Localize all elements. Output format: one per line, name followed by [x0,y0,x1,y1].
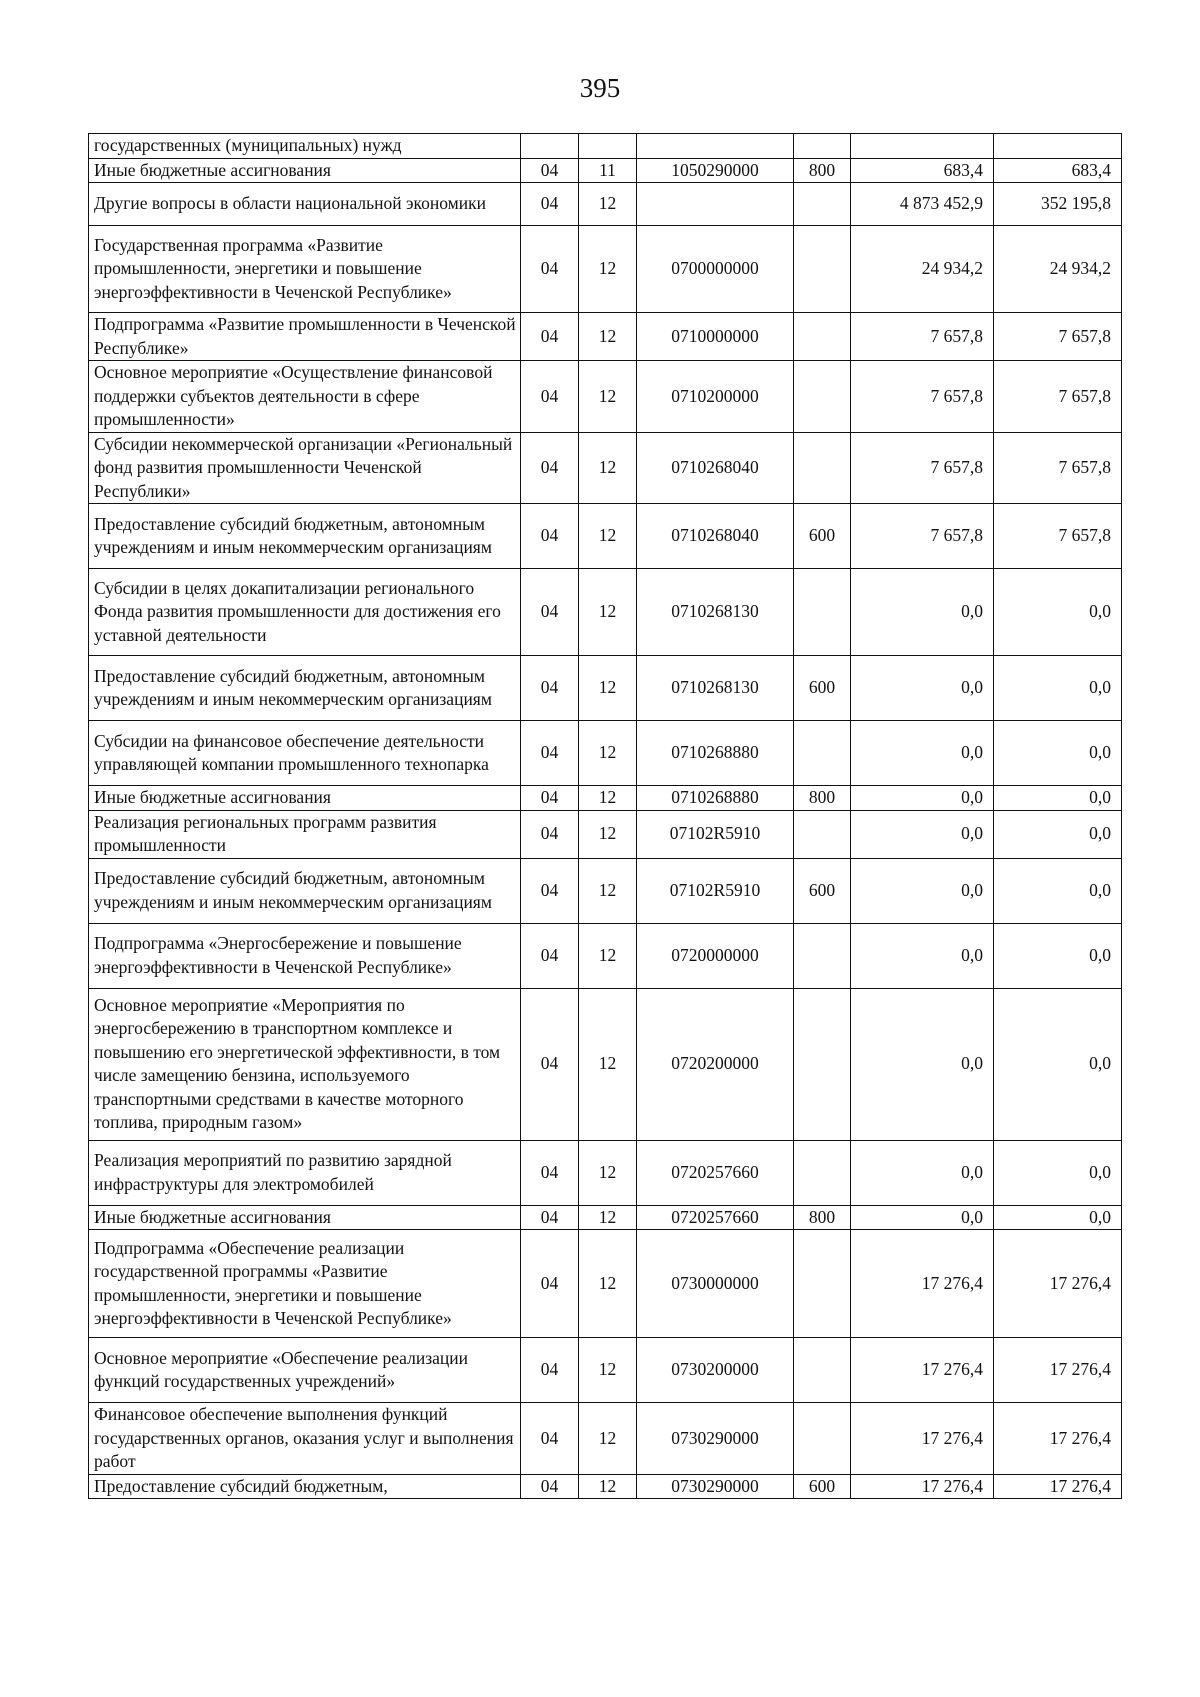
cell-expense-type [794,810,851,858]
cell-amount-2: 0,0 [994,988,1122,1140]
cell-amount-1: 4 873 452,9 [851,183,994,226]
cell-target-article: 07102R5910 [637,858,794,923]
cell-target-article: 0700000000 [637,226,794,313]
cell-amount-2: 0,0 [994,786,1122,811]
cell-amount-1: 0,0 [851,858,994,923]
cell-target-article: 0710268040 [637,432,794,504]
cell-target-article: 0720200000 [637,988,794,1140]
cell-subsection: 12 [579,721,637,786]
table-row [89,1140,1122,1205]
cell-target-article: 0710268880 [637,786,794,811]
cell-target-article: 0710200000 [637,361,794,433]
cell-amount-2: 352 195,8 [994,183,1122,226]
cell-expense-type: 600 [794,858,851,923]
cell-section: 04 [521,1205,579,1230]
cell-amount-2: 0,0 [994,656,1122,721]
cell-amount-2: 683,4 [994,158,1122,183]
cell-amount-1: 7 657,8 [851,361,994,433]
table-row [89,1205,1122,1230]
cell-amount-1: 0,0 [851,721,994,786]
cell-section: 04 [521,432,579,504]
table-row [89,1338,1122,1403]
cell-amount-2: 0,0 [994,923,1122,988]
cell-amount-2: 17 276,4 [994,1338,1122,1403]
cell-name: Предоставление субсидий бюджетным, автономным учреждениям и иным некоммерческим организациям [89,656,521,721]
cell-amount-1: 0,0 [851,569,994,656]
cell-expense-type: 800 [794,786,851,811]
table-row [89,786,1122,811]
table-row [89,504,1122,569]
cell-section: 04 [521,1230,579,1338]
cell-expense-type [794,361,851,433]
cell-name: Основное мероприятие «Осуществление финансовой поддержки субъектов деятельности в сфере промышленности» [89,361,521,433]
cell-section [521,134,579,159]
cell-subsection: 12 [579,183,637,226]
cell-name: Другие вопросы в области национальной экономики [89,183,521,226]
cell-amount-1: 17 276,4 [851,1230,994,1338]
cell-amount-2: 0,0 [994,858,1122,923]
cell-subsection: 12 [579,923,637,988]
cell-name: Иные бюджетные ассигнования [89,158,521,183]
cell-expense-type [794,923,851,988]
cell-target-article: 0720000000 [637,923,794,988]
cell-target-article: 0710268130 [637,569,794,656]
cell-expense-type: 600 [794,1474,851,1499]
cell-amount-2: 0,0 [994,569,1122,656]
cell-amount-2 [994,134,1122,159]
table-row [89,432,1122,504]
cell-section: 04 [521,786,579,811]
cell-target-article: 0730290000 [637,1403,794,1475]
cell-target-article: 1050290000 [637,158,794,183]
cell-amount-2: 0,0 [994,1140,1122,1205]
table-row [89,1403,1122,1475]
cell-subsection [579,134,637,159]
cell-name: Субсидии в целях докапитализации регионального Фонда развития промышленности для достижения его уставной деятельности [89,569,521,656]
cell-name: Субсидии некоммерческой организации «Региональный фонд развития промышленности Чеченской Республики» [89,432,521,504]
cell-name: Предоставление субсидий бюджетным, [89,1474,521,1499]
cell-subsection: 12 [579,569,637,656]
cell-name: Предоставление субсидий бюджетным, автономным учреждениям и иным некоммерческим организациям [89,504,521,569]
table-row [89,858,1122,923]
cell-expense-type [794,1230,851,1338]
cell-section: 04 [521,183,579,226]
table-row [89,1230,1122,1338]
cell-subsection: 12 [579,1403,637,1475]
cell-target-article [637,134,794,159]
table-row [89,569,1122,656]
cell-target-article: 0710268040 [637,504,794,569]
cell-amount-1: 17 276,4 [851,1338,994,1403]
cell-target-article: 0730200000 [637,1338,794,1403]
cell-amount-2: 0,0 [994,721,1122,786]
cell-subsection: 12 [579,313,637,361]
cell-subsection: 12 [579,786,637,811]
cell-target-article: 0730290000 [637,1474,794,1499]
cell-expense-type [794,432,851,504]
cell-section: 04 [521,226,579,313]
cell-section: 04 [521,721,579,786]
cell-target-article: 0730000000 [637,1230,794,1338]
cell-name: Подпрограмма «Обеспечение реализации государственной программы «Развитие промышленности, энергетики и повышение энергоэффективности в Чеченской Республике» [89,1230,521,1338]
cell-section: 04 [521,504,579,569]
cell-expense-type [794,313,851,361]
cell-subsection: 11 [579,158,637,183]
cell-subsection: 12 [579,226,637,313]
table-row [89,923,1122,988]
cell-target-article: 0720257660 [637,1205,794,1230]
cell-amount-2: 0,0 [994,1205,1122,1230]
cell-amount-2: 17 276,4 [994,1403,1122,1475]
table-body [89,134,1122,1499]
table-row [89,313,1122,361]
cell-target-article: 0710268880 [637,721,794,786]
cell-subsection: 12 [579,656,637,721]
cell-name: Реализация мероприятий по развитию зарядной инфраструктуры для электромобилей [89,1140,521,1205]
cell-name: Субсидии на финансовое обеспечение деятельности управляющей компании промышленного технопарка [89,721,521,786]
table-row [89,988,1122,1140]
cell-section: 04 [521,656,579,721]
cell-expense-type [794,1140,851,1205]
cell-amount-1: 0,0 [851,923,994,988]
cell-name: государственных (муниципальных) нужд [89,134,521,159]
cell-amount-2: 7 657,8 [994,432,1122,504]
cell-target-article: 07102R5910 [637,810,794,858]
cell-name: Подпрограмма «Энергосбережение и повышение энергоэффективности в Чеченской Республике» [89,923,521,988]
cell-section: 04 [521,810,579,858]
cell-subsection: 12 [579,1140,637,1205]
cell-section: 04 [521,158,579,183]
cell-name: Основное мероприятие «Мероприятия по энергосбережению в транспортном комплексе и повышению его энергетической эффективности, в том числе замещению бензина, используемого транспортными средствами в качестве моторного топлива, природным газом» [89,988,521,1140]
cell-subsection: 12 [579,858,637,923]
cell-amount-2: 24 934,2 [994,226,1122,313]
cell-amount-1: 17 276,4 [851,1474,994,1499]
cell-amount-1: 0,0 [851,786,994,811]
cell-name: Иные бюджетные ассигнования [89,1205,521,1230]
cell-name: Основное мероприятие «Обеспечение реализации функций государственных учреждений» [89,1338,521,1403]
cell-amount-2: 17 276,4 [994,1230,1122,1338]
cell-amount-2: 7 657,8 [994,504,1122,569]
cell-target-article [637,183,794,226]
cell-target-article: 0720257660 [637,1140,794,1205]
cell-amount-2: 0,0 [994,810,1122,858]
cell-expense-type [794,1338,851,1403]
table-row [89,1474,1122,1499]
table-row [89,656,1122,721]
cell-subsection: 12 [579,1205,637,1230]
cell-subsection: 12 [579,1338,637,1403]
table-row [89,183,1122,226]
cell-subsection: 12 [579,1474,637,1499]
cell-amount-1: 17 276,4 [851,1403,994,1475]
table-row [89,226,1122,313]
table-row [89,810,1122,858]
cell-amount-2: 7 657,8 [994,313,1122,361]
table-row [89,158,1122,183]
table-row [89,134,1122,159]
cell-amount-1: 0,0 [851,1140,994,1205]
cell-expense-type [794,134,851,159]
cell-section: 04 [521,1140,579,1205]
cell-expense-type [794,569,851,656]
cell-subsection: 12 [579,810,637,858]
cell-section: 04 [521,1403,579,1475]
cell-subsection: 12 [579,504,637,569]
cell-expense-type [794,721,851,786]
cell-amount-2: 17 276,4 [994,1474,1122,1499]
cell-subsection: 12 [579,432,637,504]
cell-name: Иные бюджетные ассигнования [89,786,521,811]
cell-name: Финансовое обеспечение выполнения функций государственных органов, оказания услуг и выполнения работ [89,1403,521,1475]
cell-section: 04 [521,923,579,988]
cell-section: 04 [521,858,579,923]
cell-name: Предоставление субсидий бюджетным, автономным учреждениям и иным некоммерческим организациям [89,858,521,923]
cell-target-article: 0710268130 [637,656,794,721]
cell-expense-type [794,183,851,226]
cell-section: 04 [521,569,579,656]
table-row [89,361,1122,433]
cell-amount-1: 0,0 [851,810,994,858]
cell-section: 04 [521,1474,579,1499]
budget-table [88,133,1122,1499]
cell-amount-1: 683,4 [851,158,994,183]
cell-amount-1: 7 657,8 [851,432,994,504]
cell-section: 04 [521,988,579,1140]
cell-name: Государственная программа «Развитие промышленности, энергетики и повышение энергоэффективности в Чеченской Республике» [89,226,521,313]
cell-subsection: 12 [579,988,637,1140]
cell-expense-type: 800 [794,1205,851,1230]
cell-amount-1: 7 657,8 [851,313,994,361]
cell-target-article: 0710000000 [637,313,794,361]
cell-amount-1: 0,0 [851,656,994,721]
cell-expense-type: 600 [794,504,851,569]
cell-expense-type [794,988,851,1140]
cell-amount-1: 24 934,2 [851,226,994,313]
page-number: 395 [579,73,621,103]
cell-subsection: 12 [579,361,637,433]
cell-name: Реализация региональных программ развития промышленности [89,810,521,858]
cell-expense-type: 800 [794,158,851,183]
table-row [89,721,1122,786]
cell-subsection: 12 [579,1230,637,1338]
cell-amount-1 [851,134,994,159]
cell-amount-1: 7 657,8 [851,504,994,569]
cell-expense-type [794,226,851,313]
cell-amount-1: 0,0 [851,1205,994,1230]
cell-amount-2: 7 657,8 [994,361,1122,433]
cell-section: 04 [521,1338,579,1403]
cell-name: Подпрограмма «Развитие промышленности в Чеченской Республике» [89,313,521,361]
cell-amount-1: 0,0 [851,988,994,1140]
cell-expense-type [794,1403,851,1475]
cell-section: 04 [521,361,579,433]
cell-section: 04 [521,313,579,361]
cell-expense-type: 600 [794,656,851,721]
